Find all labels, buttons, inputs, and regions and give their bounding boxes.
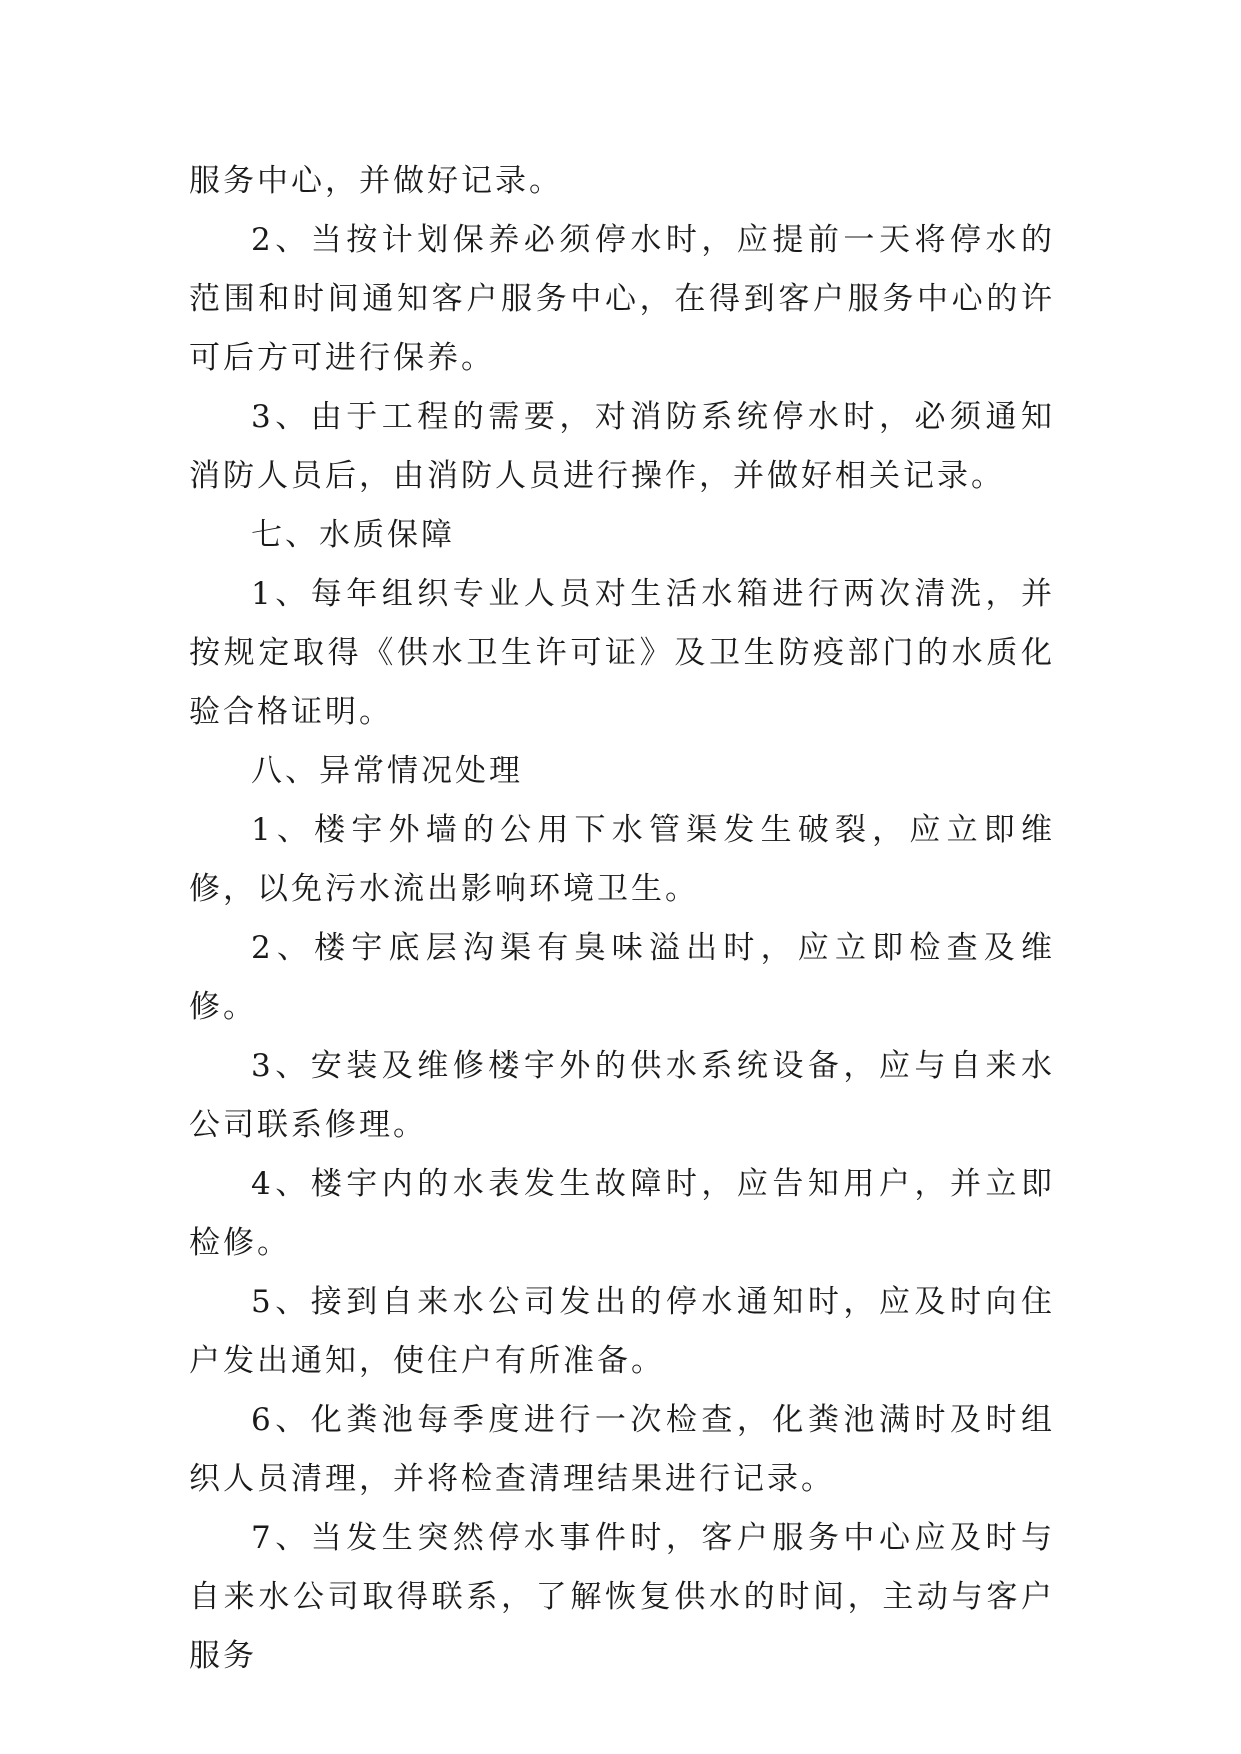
paragraph-abnormal-3: 3、安装及维修楼宇外的供水系统设备，应与自来水公司联系修理。 [189,1048,1055,1143]
paragraph-item-3-fire-system: 3、由于工程的需要，对消防系统停水时，必须通知消防人员后，由消防人员进行操作，并做好相关记录。 [189,399,1055,494]
paragraph-water-tank-cleaning: 1、每年组织专业人员对生活水箱进行两次清洗，并按规定取得《供水卫生许可证》及卫生防疫部门的水质化验合格证明。 [189,576,1055,730]
paragraph-abnormal-2: 2、楼宇底层沟渠有臭味溢出时，应立即检查及维修。 [189,930,1055,1025]
paragraph-continuation: 服务中心，并做好记录。 [189,163,563,199]
paragraph-abnormal-5: 5、接到自来水公司发出的停水通知时，应及时向住户发出通知，使住户有所准备。 [189,1284,1055,1379]
paragraph-abnormal-1: 1、楼宇外墙的公用下水管渠发生破裂，应立即维修，以免污水流出影响环境卫生。 [189,812,1055,907]
section-heading-water-quality: 七、水质保障 [251,517,455,553]
paragraph-abnormal-7: 7、当发生突然停水事件时，客户服务中心应及时与自来水公司取得联系，了解恢复供水的时间，主动与客户服务 [189,1520,1055,1674]
paragraph-abnormal-6: 6、化粪池每季度进行一次检查，化粪池满时及时组织人员清理，并将检查清理结果进行记录。 [189,1402,1055,1497]
section-heading-abnormal-handling: 八、异常情况处理 [251,753,523,789]
paragraph-item-2-maintenance-shutoff: 2、当按计划保养必须停水时，应提前一天将停水的范围和时间通知客户服务中心，在得到客户服务中心的许可后方可进行保养。 [189,222,1055,376]
document-body [189,152,1055,1686]
paragraph-abnormal-4: 4、楼宇内的水表发生故障时，应告知用户，并立即检修。 [189,1166,1055,1261]
